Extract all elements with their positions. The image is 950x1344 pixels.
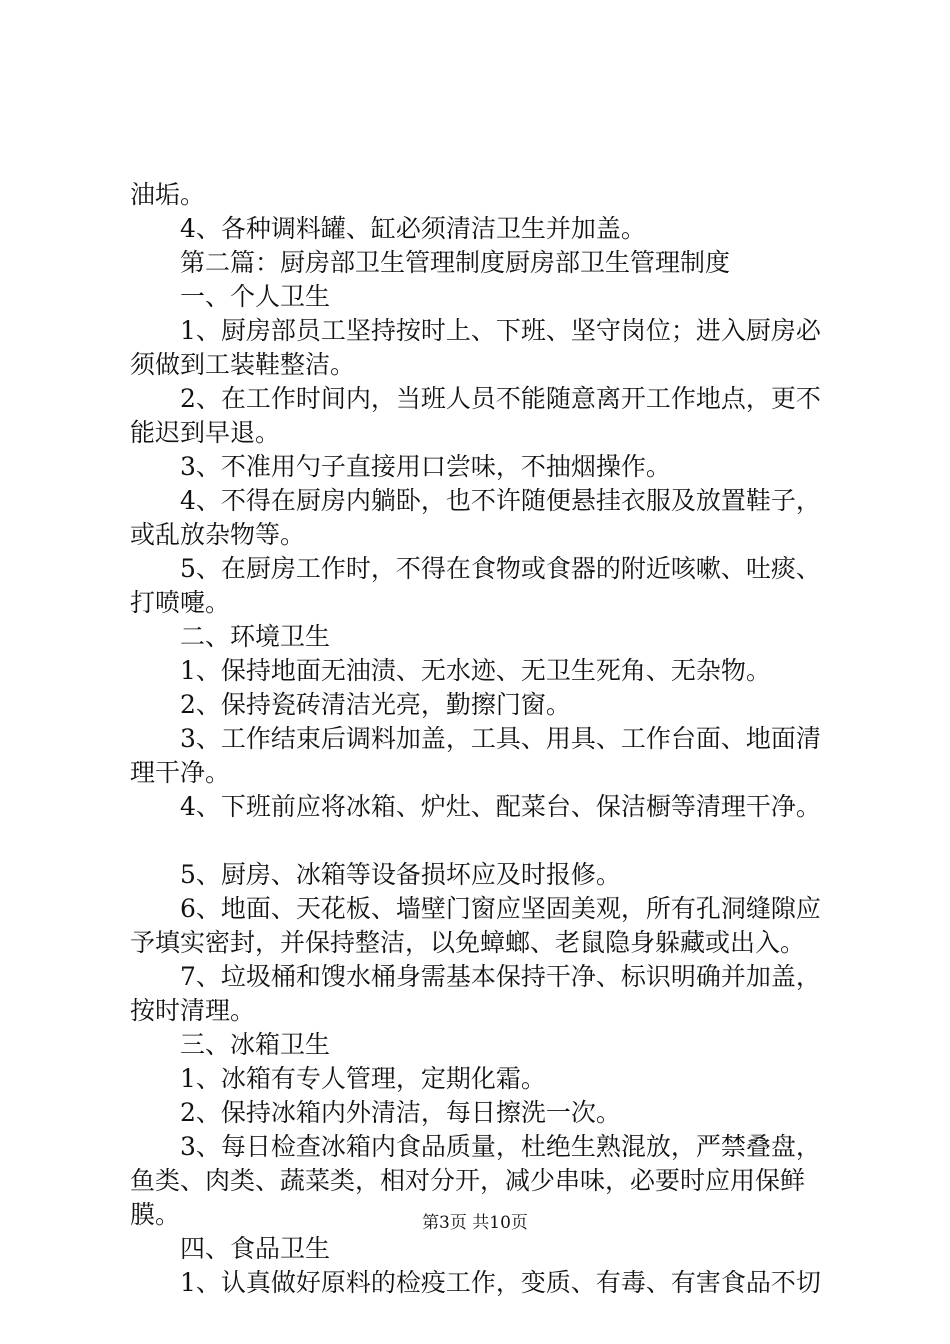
paragraph: 7、垃圾桶和馊水桶身需基本保持干净、标识明确并加盖，按时清理。 [130, 962, 821, 1025]
document-body [130, 178, 830, 1300]
paragraph-continuation: 油垢。 [130, 180, 206, 209]
chapter-title: 第二篇：厨房部卫生管理制度厨房部卫生管理制度 [180, 248, 731, 277]
paragraph: 2、保持冰箱内外清洁，每日擦洗一次。 [180, 1098, 621, 1127]
page-footer: 第3页 共10页 [422, 1213, 528, 1233]
paragraph: 5、在厨房工作时，不得在食物或食器的附近咳嗽、吐痰、打喷嚏。 [130, 554, 821, 617]
section-heading: 三、冰箱卫生 [180, 1030, 331, 1059]
paragraph: 5、厨房、冰箱等设备损坏应及时报修。 [180, 860, 621, 889]
section-heading: 二、环境卫生 [180, 622, 331, 651]
paragraph: 1、保持地面无油渍、无水迹、无卫生死角、无杂物。 [180, 656, 771, 685]
paragraph: 3、不准用勺子直接用口尝味，不抽烟操作。 [180, 452, 671, 481]
section-heading: 四、食品卫生 [180, 1234, 331, 1263]
blank-line [130, 824, 830, 858]
paragraph: 1、厨房部员工坚持按时上、下班、坚守岗位；进入厨房必须做到工装鞋整洁。 [130, 316, 821, 379]
paragraph: 1、冰箱有专人管理，定期化霜。 [180, 1064, 546, 1093]
paragraph: 4、下班前应将冰箱、炉灶、配菜台、保洁橱等清理干净。 [180, 792, 821, 821]
paragraph: 6、地面、天花板、墙壁门窗应坚固美观，所有孔洞缝隙应予填实密封，并保持整洁，以免蟑螂、老鼠隐身躲藏或出入。 [130, 894, 821, 957]
paragraph: 2、保持瓷砖清洁光亮，勤擦门窗。 [180, 690, 571, 719]
paragraph: 4、不得在厨房内躺卧，也不许随便悬挂衣服及放置鞋子，或乱放杂物等。 [130, 486, 821, 549]
paragraph: 3、每日检查冰箱内食品质量，杜绝生熟混放，严禁叠盘，鱼类、肉类、蔬菜类，相对分开，减少串味，必要时应用保鲜膜。 [130, 1132, 821, 1229]
section-heading: 一、个人卫生 [180, 282, 331, 311]
paragraph: 2、在工作时间内，当班人员不能随意离开工作地点，更不能迟到早退。 [130, 384, 821, 447]
paragraph: 3、工作结束后调料加盖，工具、用具、工作台面、地面清理干净。 [130, 724, 821, 787]
paragraph: 4、各种调料罐、缸必须清洁卫生并加盖。 [180, 214, 646, 243]
paragraph: 1、认真做好原料的检疫工作，变质、有毒、有害食品不切 [180, 1268, 821, 1297]
